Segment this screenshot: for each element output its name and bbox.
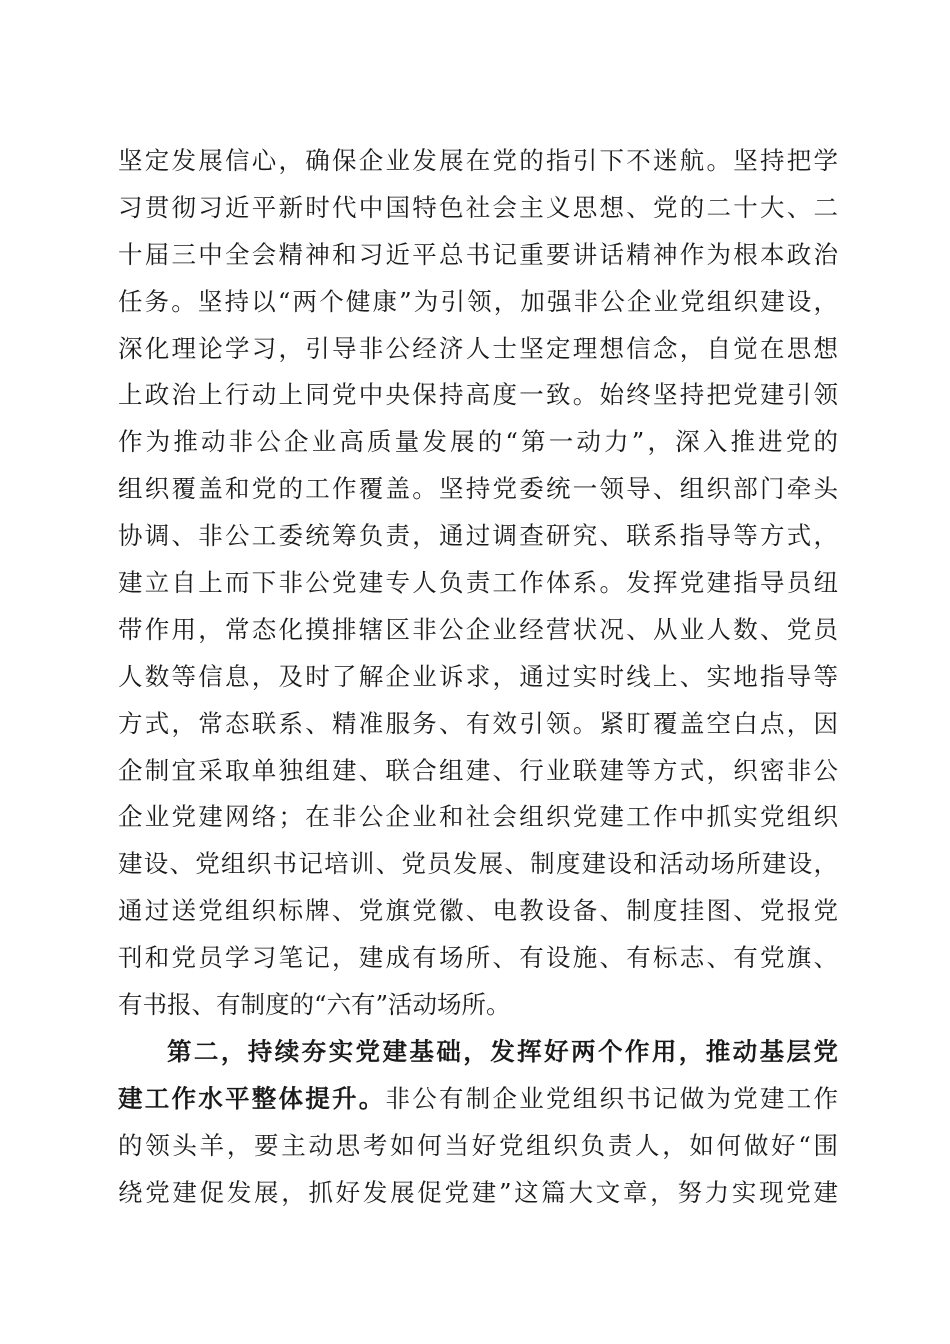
text-line	[118, 1029, 838, 1076]
text-line: 企业党建网络；在非公企业和社会组织党建工作中抓实党组织	[118, 802, 838, 832]
text-line: 组织覆盖和党的工作覆盖。坚持党委统一领导、组织部门牵头	[118, 474, 838, 504]
text-line	[118, 1076, 838, 1123]
text-line: 带作用，常态化摸排辖区非公企业经营状况、从业人数、党员	[118, 614, 838, 644]
paragraph-1	[118, 138, 838, 1029]
text-line: 十届三中全会精神和习近平总书记重要讲话精神作为根本政治	[118, 239, 838, 269]
text-line: 坚定发展信心，确保企业发展在党的指引下不迷航。坚持把学	[118, 146, 838, 175]
text-line: 企制宜采取单独组建、联合组建、行业联建等方式，织密非公	[118, 755, 838, 785]
text-line: 刊和党员学习笔记，建成有场所、有设施、有标志、有党旗、	[118, 943, 838, 973]
document-body	[118, 138, 838, 1216]
section-heading: 第二，持续夯实党建基础，发挥好两个作用，推动基层党	[167, 1036, 838, 1066]
text-line: 通过送党组织标牌、党旗党徽、电教设备、制度挂图、党报党	[118, 896, 838, 926]
text-line: 任务。坚持以“两个健康”为引领，加强非公企业党组织建设，	[118, 286, 838, 316]
section-heading-continued: 建工作水平整体提升。	[118, 1083, 386, 1113]
text-line: 建设、党组织书记培训、党员发展、制度建设和活动场所建设，	[118, 849, 838, 879]
text-line: 作为推动非公企业高质量发展的“第一动力”，深入推进党的	[118, 427, 838, 457]
text-line: 人数等信息，及时了解企业诉求，通过实时线上、实地指导等	[118, 661, 838, 691]
text-line: 有书报、有制度的“六有”活动场所。	[118, 990, 511, 1020]
text-span: 非公有制企业党组织书记做为党建工作	[385, 1083, 838, 1113]
text-line: 建立自上而下非公党建专人负责工作体系。发挥党建指导员纽	[118, 568, 838, 598]
text-line: 方式，常态联系、精准服务、有效引领。紧盯覆盖空白点，因	[118, 708, 838, 738]
text-line: 绕党建促发展，抓好发展促党建”这篇大文章，努力实现党建	[118, 1177, 838, 1207]
paragraph-2	[118, 1029, 838, 1217]
text-line: 上政治上行动上同党中央保持高度一致。始终坚持把党建引领	[118, 380, 838, 410]
text-line: 的领头羊，要主动思考如何当好党组织负责人，如何做好“围	[118, 1130, 838, 1160]
text-line: 深化理论学习，引导非公经济人士坚定理想信念，自觉在思想	[118, 333, 838, 363]
text-line: 习贯彻习近平新时代中国特色社会主义思想、党的二十大、二	[118, 192, 838, 222]
text-line: 协调、非公工委统筹负责，通过调查研究、联系指导等方式，	[118, 521, 838, 551]
